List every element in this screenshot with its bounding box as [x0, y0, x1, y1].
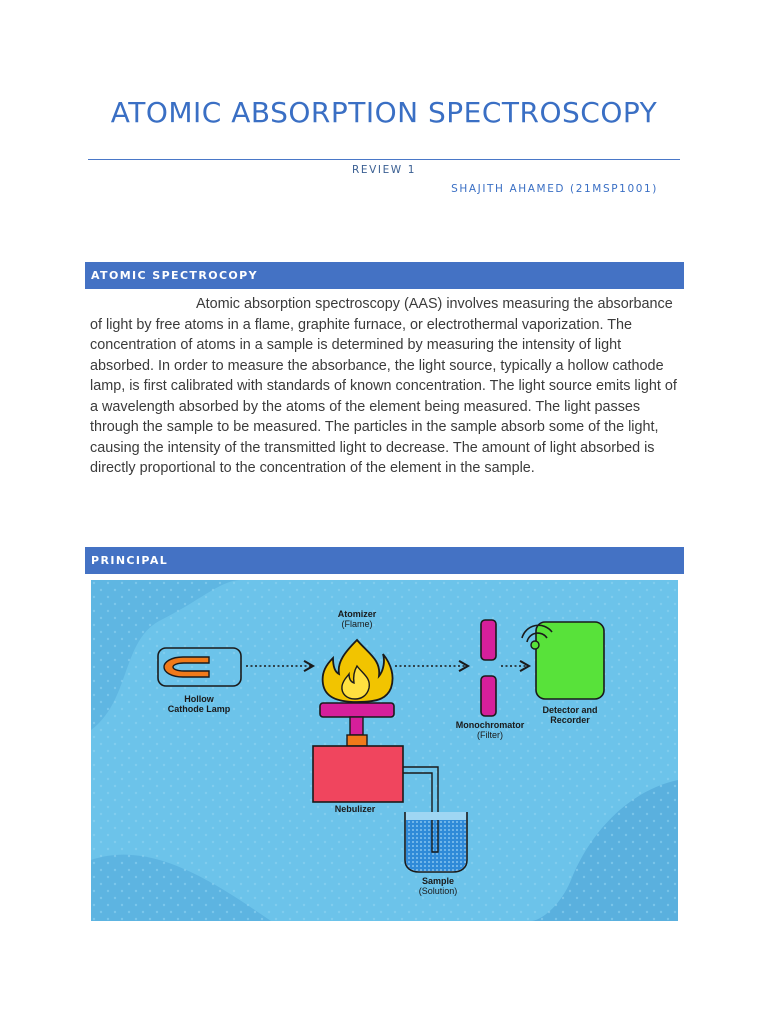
detector-label-line2: Recorder [550, 715, 590, 725]
atomizer-label: Atomizer [337, 609, 377, 619]
section-heading-atomic-spectroscopy: ATOMIC SPECTROCOPY [85, 262, 684, 289]
aas-diagram [91, 580, 678, 921]
nebulizer-label: Nebulizer [334, 804, 376, 814]
review-label: REVIEW 1 [351, 164, 417, 176]
title-divider [88, 159, 680, 160]
nebulizer-box [313, 746, 403, 802]
sample-label: Sample [421, 876, 455, 886]
section-body-paragraph: Atomic absorption spectroscopy (AAS) involves measuring the absorbance of light by free atoms in a flame, graphite furnace, or electrothermal vaporization. The concentration of atoms in a sample is determined by measuring the intensity of light absorbed. In order to measure the absorbance, the light source, typically a hollow cathode lamp, is first calibrated with standards of known concentration. The light source emits light of a wavelength absorbed by the atoms of the element being measured. The light passes through the sample to be measured. The particles in the sample absorb some of the light, causing the intensity of the transmitted light to decrease. The amount of light absorbed is directly proportional to the concentration of the element in the sample. [90, 296, 677, 476]
author-label: SHAJITH AHAMED (21MSP1001) [451, 183, 658, 195]
atomizer-sublabel: (Flame) [341, 619, 373, 629]
sample-sublabel: (Solution) [418, 886, 458, 896]
lamp-label-line2: Cathode Lamp [167, 704, 231, 714]
lamp-label-line1: Hollow [184, 694, 214, 704]
detector-label-line1: Detector and [542, 705, 598, 715]
sample-beaker [405, 812, 467, 872]
monochromator-label: Monochromator [455, 720, 525, 730]
monochromator-sublabel: (Filter) [477, 730, 503, 740]
document-title: ATOMIC ABSORPTION SPECTROSCOPY [110, 96, 658, 129]
section-heading-principal: PRINCIPAL [85, 547, 684, 574]
